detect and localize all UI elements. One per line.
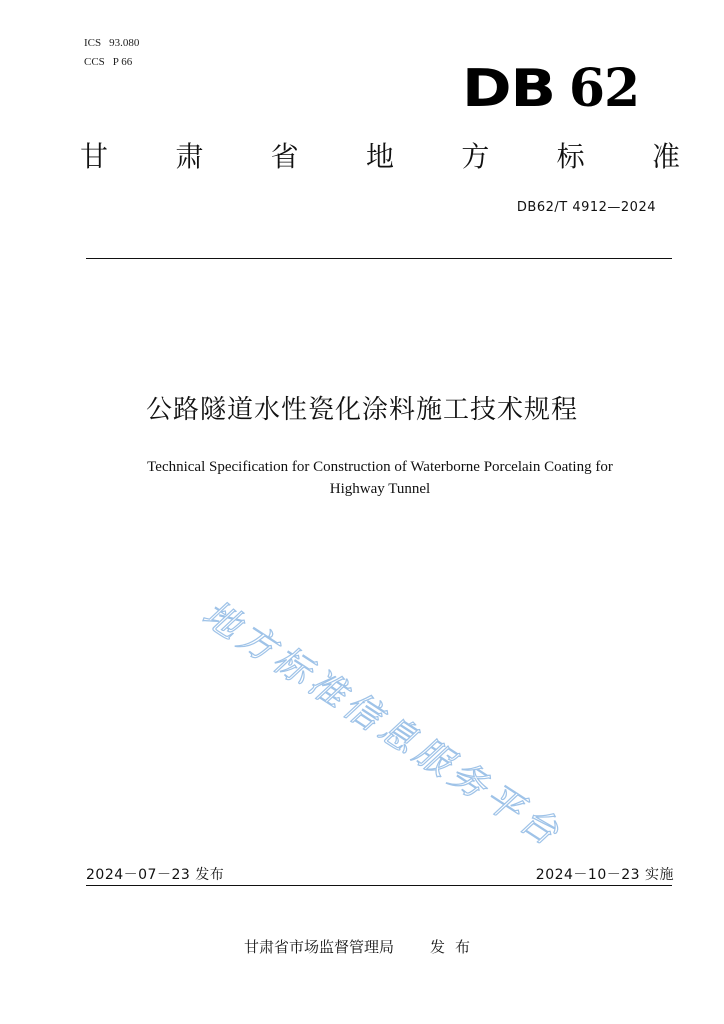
issue-date: 2024－07－23 发布 <box>86 867 225 883</box>
implementation-date: 2024－10－23 实施 <box>535 867 674 883</box>
title-chinese: 公路隧道水性瓷化涂料施工技术规程 <box>145 395 578 425</box>
publish-verb: 发布 <box>430 938 481 956</box>
category-char: 省 <box>270 140 299 173</box>
ccs-code: P 66 <box>112 56 133 68</box>
ics-label: ICS <box>84 37 102 49</box>
publisher-line <box>0 936 724 957</box>
standard-number: DB62/T 4912—2024 <box>516 200 656 215</box>
ccs-classification <box>84 56 132 69</box>
publisher-name: 甘肃省市场监督管理局 <box>243 938 394 956</box>
watermark <box>180 580 620 880</box>
logo-number: 62 <box>568 58 640 119</box>
db-logo <box>462 58 640 120</box>
title-english-line-2: Highway Tunnel <box>329 481 431 497</box>
category-char: 地 <box>365 140 394 173</box>
watermark-text: 地方标准信息服务平台 <box>195 593 570 857</box>
ccs-label: CCS <box>84 56 105 68</box>
category-char: 甘 <box>80 140 109 173</box>
top-divider <box>86 258 672 259</box>
category-char: 准 <box>651 140 680 173</box>
bottom-divider <box>86 885 672 886</box>
category-char: 肃 <box>175 140 204 173</box>
ics-classification <box>84 37 139 50</box>
standard-category <box>80 140 680 174</box>
category-char: 方 <box>461 140 490 173</box>
title-english <box>100 456 660 500</box>
title-english-line-1: Technical Specification for Construction of Waterborne Porcelain Coating for <box>147 459 613 475</box>
logo-prefix: DB <box>462 59 555 119</box>
category-char: 标 <box>556 140 585 173</box>
ics-code: 93.080 <box>109 37 140 49</box>
